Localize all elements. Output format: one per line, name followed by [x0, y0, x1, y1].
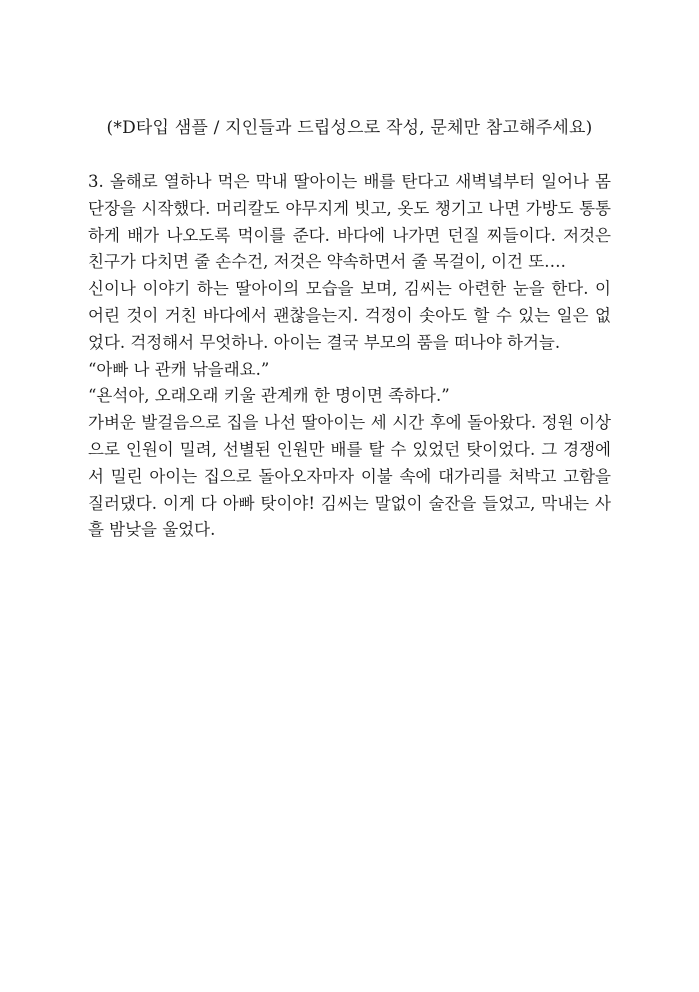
- story-body: [88, 169, 611, 544]
- dialogue-daughter: “아빠 나 관캐 낚을래요.”: [88, 359, 270, 379]
- paragraph-worry: 신이나 이야기 하는 딸아이의 모습을 보며, 김씨는 아련한 눈을 한다. 이 어린 것이 거친 바다에서 괜찮을는지. 걱정이 솟아도 할 수 있는 일은 없었다. 걱정해서 무엇하나. 아이는 결국 부모의 품을 떠나야 하거늘.: [88, 279, 611, 352]
- sample-note: (*D타입 샘플 / 지인들과 드립성으로 작성, 문체만 참고해주세요): [106, 118, 593, 138]
- paragraph-opening: 3. 올해로 열하나 먹은 막내 딸아이는 배를 탄다고 새벽녘부터 일어나 몸단장을 시작했다. 머리칼도 야무지게 빗고, 옷도 챙기고 나면 가방도 통통하게 배가 나오도록 먹이를 준다. 바다에 나가면 던질 찌들이다. 저것은 친구가 다치면 줄 손수건, 저것은 약속하면서 줄 목걸이, 이건 또….: [88, 172, 611, 272]
- dialogue-father: “욘석아, 오래오래 키울 관계캐 한 명이면 족하다.”: [88, 386, 450, 406]
- paragraph-ending: 가벼운 발걸음으로 집을 나선 딸아이는 세 시간 후에 돌아왔다. 정원 이상으로 인원이 밀려, 선별된 인원만 배를 탈 수 있었던 탓이었다. 그 경쟁에서 밀린 아이는 집으로 돌아오자마자 이불 속에 대가리를 처박고 고함을 질러댔다. 이게 다 아빠 탓이야! 김씨는 말없이 술잔을 들었고, 막내는 사흘 밤낮을 울었다.: [88, 413, 611, 540]
